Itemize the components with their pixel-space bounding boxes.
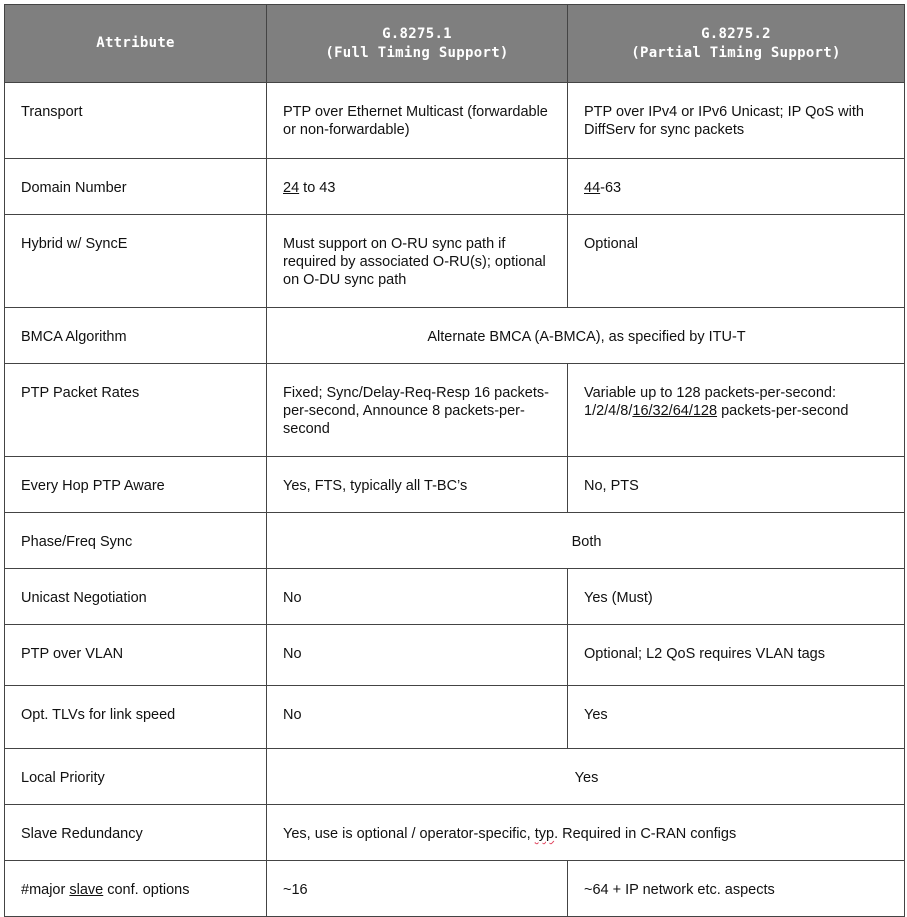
g8275-1-cell: Must support on O-RU sync path if required by associated O-RU(s); optional on O-DU sync path — [267, 215, 568, 308]
header-g8275-2-subtitle: (Partial Timing Support) — [631, 44, 841, 61]
g8275-2-cell — [568, 364, 905, 457]
cell-text: Variable up to 128 packets-per-second: 1/2/4/8/ — [584, 385, 837, 419]
underlined-value: 16/32/64/128 — [632, 403, 718, 419]
table-row — [5, 513, 905, 569]
cell-text: -63 — [600, 180, 622, 196]
attr-cell: BMCA Algorithm — [5, 308, 267, 364]
header-attribute — [5, 5, 267, 83]
header-g8275-1 — [267, 5, 568, 83]
attr-cell: Every Hop PTP Aware — [5, 457, 267, 513]
g8275-2-cell — [568, 159, 905, 215]
g8275-1-cell: Yes, FTS, typically all T-BC’s — [267, 457, 568, 513]
attr-cell: Opt. TLVs for link speed — [5, 686, 267, 749]
g8275-2-cell: Yes (Must) — [568, 569, 905, 625]
table-row — [5, 625, 905, 686]
cell-text: #major — [21, 882, 70, 898]
merged-cell: Both — [267, 513, 905, 569]
attr-cell: Unicast Negotiation — [5, 569, 267, 625]
attr-cell: Domain Number — [5, 159, 267, 215]
g8275-1-cell: No — [267, 686, 568, 749]
cell-text: . Required in C-RAN configs — [554, 826, 737, 842]
cell-text: conf. options — [103, 882, 190, 898]
header-row — [5, 5, 905, 83]
table-row — [5, 686, 905, 749]
table-row — [5, 159, 905, 215]
ptp-profile-comparison-table — [4, 4, 905, 917]
spellcheck-flagged-word: typ — [534, 826, 555, 842]
table-row — [5, 457, 905, 513]
g8275-1-cell: No — [267, 569, 568, 625]
table-row — [5, 83, 905, 159]
attr-cell: Transport — [5, 83, 267, 159]
header-attribute-label: Attribute — [96, 35, 175, 51]
table-row — [5, 749, 905, 805]
comparison-table-container — [4, 4, 905, 917]
g8275-1-cell: No — [267, 625, 568, 686]
g8275-2-cell: ~64 + IP network etc. aspects — [568, 861, 905, 917]
g8275-2-cell: Yes — [568, 686, 905, 749]
header-g8275-2-title: G.8275.2 — [701, 25, 771, 42]
attr-cell: Phase/Freq Sync — [5, 513, 267, 569]
attr-cell: PTP over VLAN — [5, 625, 267, 686]
g8275-1-cell: PTP over Ethernet Multicast (forwardable or non-forwardable) — [267, 83, 568, 159]
table-row — [5, 308, 905, 364]
table-row — [5, 805, 905, 861]
g8275-2-cell: No, PTS — [568, 457, 905, 513]
attr-cell — [5, 861, 267, 917]
table-row — [5, 861, 905, 917]
merged-cell: Yes — [267, 749, 905, 805]
table-row — [5, 569, 905, 625]
attr-cell: Hybrid w/ SyncE — [5, 215, 267, 308]
merged-cell — [267, 805, 905, 861]
table-row — [5, 364, 905, 457]
cell-text: Yes, use is optional / operator-specific, — [283, 826, 535, 842]
underlined-value: slave — [69, 882, 104, 898]
g8275-2-cell: PTP over IPv4 or IPv6 Unicast; IP QoS with DiffServ for sync packets — [568, 83, 905, 159]
g8275-1-cell: Fixed; Sync/Delay-Req-Resp 16 packets-per-second, Announce 8 packets-per-second — [267, 364, 568, 457]
g8275-2-cell: Optional — [568, 215, 905, 308]
attr-cell: PTP Packet Rates — [5, 364, 267, 457]
cell-text: to 43 — [299, 180, 336, 196]
attr-cell: Slave Redundancy — [5, 805, 267, 861]
header-g8275-1-subtitle: (Full Timing Support) — [325, 44, 509, 61]
g8275-1-cell — [267, 159, 568, 215]
underlined-value: 24 — [283, 180, 300, 196]
g8275-1-cell: ~16 — [267, 861, 568, 917]
cell-text: packets-per-second — [717, 403, 849, 419]
merged-cell: Alternate BMCA (A-BMCA), as specified by ITU-T — [267, 308, 905, 364]
header-g8275-2 — [568, 5, 905, 83]
g8275-2-cell: Optional; L2 QoS requires VLAN tags — [568, 625, 905, 686]
underlined-value: 44 — [584, 180, 601, 196]
header-g8275-1-title: G.8275.1 — [382, 25, 452, 42]
table-row — [5, 215, 905, 308]
attr-cell: Local Priority — [5, 749, 267, 805]
